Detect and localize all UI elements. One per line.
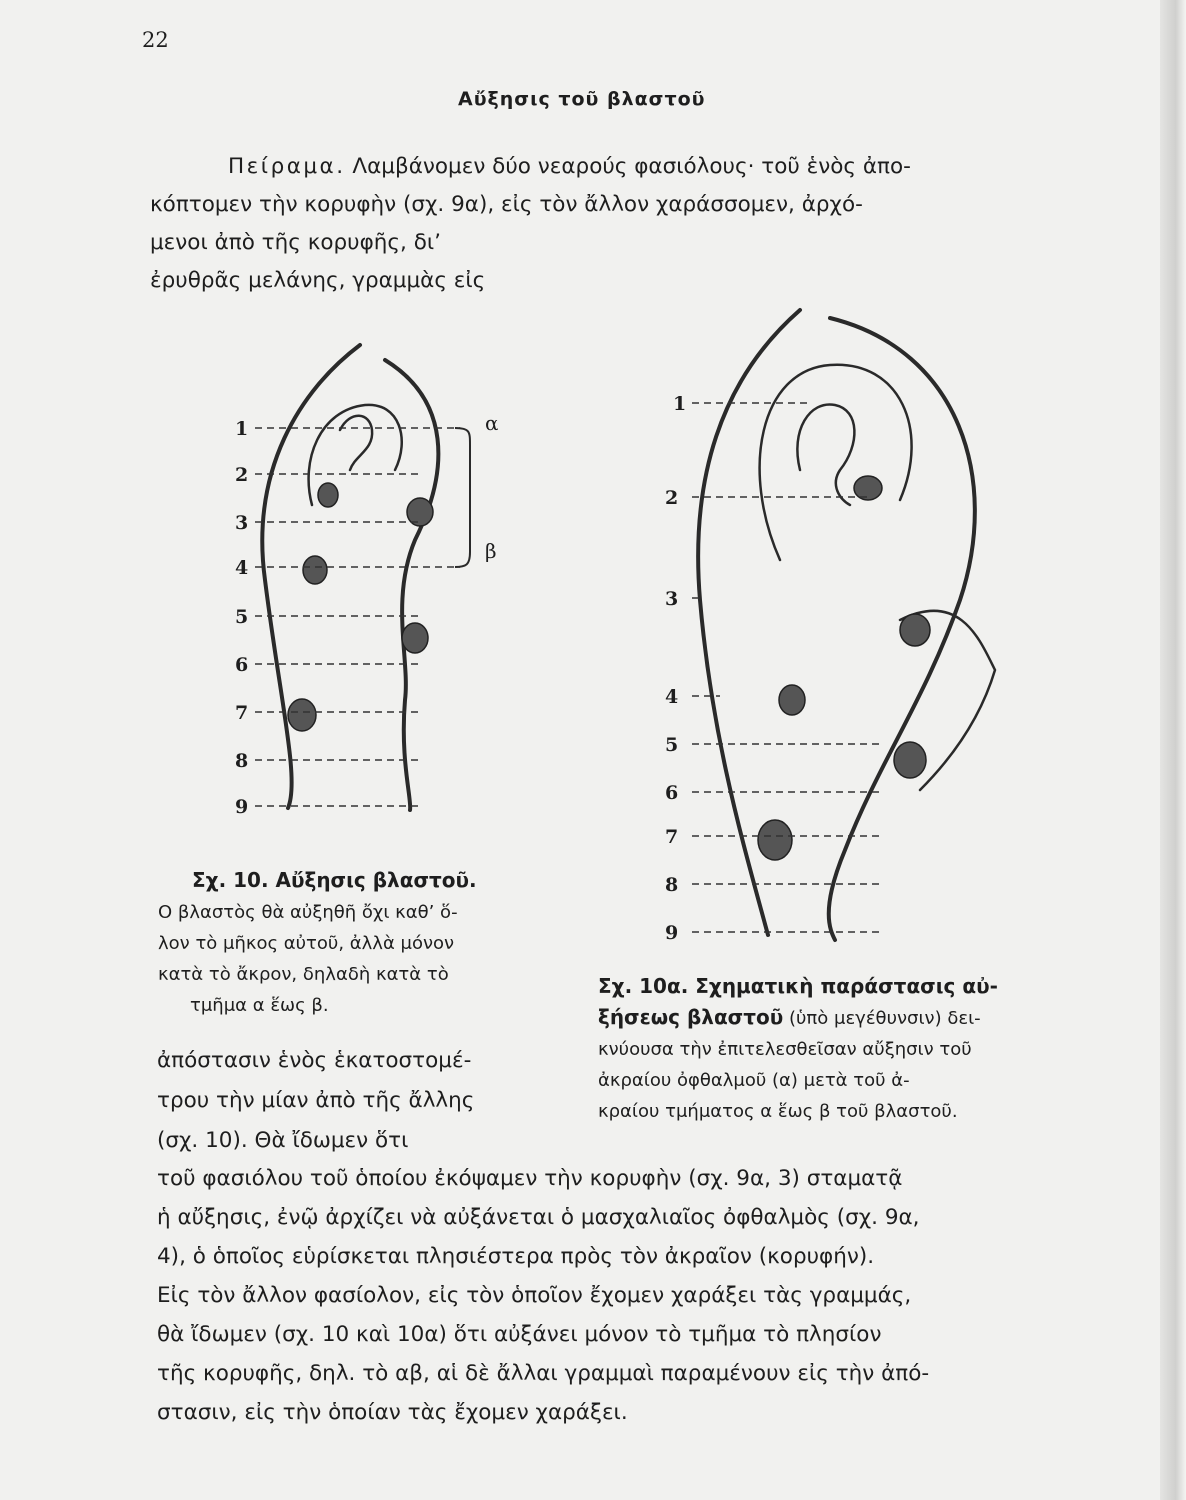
left-column-line-1: ἀπόστασιν ἑνὸς ἑκατοστομέ- [157, 1048, 472, 1073]
fig10-label-2: 2 [235, 464, 249, 486]
fig10a-apex-curl [797, 404, 854, 505]
fig10a-label-3: 3 [665, 588, 679, 610]
paragraph-line-1: τοῦ φασιόλου τοῦ ὁποίου ἐκόψαμεν τὴν κορυφὴν (σχ. 9α, 3) σταματᾷ [157, 1166, 903, 1191]
fig10-bud-3 [303, 556, 327, 584]
fig10-label-1: 1 [235, 418, 249, 440]
intro-line-4: ἐρυθρᾶς μελάνης, γραμμὰς εἰς [150, 268, 486, 293]
fig10-label-7: 7 [235, 702, 249, 724]
intro-line-3: μενοι ἀπὸ τῆς κορυφῆς, δι’ [150, 230, 441, 255]
figure10a-caption-line-5: κραίου τμήματος α ἕως β τοῦ βλαστοῦ. [598, 1101, 958, 1122]
fig10-apex-curl [340, 416, 372, 470]
figure10a-caption-bold: ξήσεως βλαστοῦ [598, 1005, 784, 1029]
fig10-bracket-alpha: α [485, 411, 499, 435]
fig10a-label-1: 1 [673, 393, 687, 415]
intro-line-2: κόπτομεν τὴν κορυφὴν (σχ. 9α), εἰς τὸν ἄλλον χαράσσομεν, ἀρχό- [150, 192, 863, 217]
figure10a-caption-title: Σχ. 10α. Σχηματικὴ παράστασις αὐ- [598, 974, 998, 998]
fig10a-label-4: 4 [665, 686, 679, 708]
fig10-bracket [455, 428, 470, 567]
fig10-bud-1 [318, 483, 338, 507]
section-heading: Αὔξησις τοῦ βλαστοῦ [458, 88, 706, 110]
figure10a-caption-line-2 [598, 1003, 981, 1033]
figure10-caption-line-2: λον τὸ μῆκος αὐτοῦ, ἀλλὰ μόνον [158, 933, 455, 954]
paragraph-line-3: 4), ὁ ὁποῖος εὑρίσκεται πλησιέστερα πρὸς τὸν ἀκραῖον (κορυφήν). [157, 1244, 875, 1269]
fig10-label-9: 9 [235, 796, 249, 818]
fig10-label-4: 4 [235, 557, 249, 579]
figure-10-drawing [235, 345, 499, 818]
fig10a-label-7: 7 [665, 826, 679, 848]
fig10a-label-6: 6 [665, 782, 679, 804]
figure10-caption-title: Σχ. 10. Αὔξησις βλαστοῦ. [192, 868, 477, 892]
fig10a-label-2: 2 [665, 487, 679, 509]
figure10a-caption-line-3: κνύουσα τὴν ἐπιτελεσθεῖσαν αὔξησιν τοῦ [598, 1039, 972, 1060]
fig10-label-5: 5 [235, 606, 249, 628]
fig10a-bud-3 [779, 685, 805, 715]
fig10-label-3: 3 [235, 512, 249, 534]
paragraph-line-2: ἡ αὔξησις, ἐνῷ ἀρχίζει νὰ αὐξάνεται ὁ μασχαλιαῖος ὀφθαλμὸς (σχ. 9α, [157, 1205, 920, 1230]
figure10a-caption-rest: (ὑπὸ μεγέθυνσιν) δει- [783, 1008, 981, 1029]
fig10-bracket-beta: β [485, 539, 497, 563]
fig10-bud-5 [288, 699, 316, 731]
fig10-label-8: 8 [235, 750, 249, 772]
page-number: 22 [142, 28, 169, 52]
fig10a-label-9: 9 [665, 922, 679, 944]
figure10-caption-line-1: Ο βλαστὸς θὰ αὐξηθῆ ὄχι καθ’ ὅ- [158, 902, 458, 923]
fig10a-bud-2 [900, 614, 930, 646]
left-column-line-3: (σχ. 10). Θὰ ἴδωμεν ὅτι [157, 1128, 409, 1153]
figure10a-caption-line-4: ἀκραίου ὀφθαλμοῦ (α) μετὰ τοῦ ἀ- [598, 1070, 910, 1091]
left-column-line-2: τρου τὴν μίαν ἀπὸ τῆς ἄλλης [157, 1088, 475, 1113]
paragraph-line-6: τῆς κορυφῆς, δηλ. τὸ αβ, αἱ δὲ ἄλλαι γραμμαὶ παραμένουν εἰς τὴν ἀπό- [157, 1361, 930, 1386]
paragraph-line-4: Εἰς τὸν ἄλλον φασίολον, εἰς τὸν ὁποῖον ἔχομεν χαράξει τὰς γραμμάς, [157, 1283, 912, 1308]
fig10a-bud-5 [758, 820, 792, 860]
fig10-bud-2 [407, 498, 433, 526]
fig10a-label-5: 5 [665, 734, 679, 756]
figure-10a-drawing [665, 310, 995, 944]
paragraph-line-5: θὰ ἴδωμεν (σχ. 10 καὶ 10α) ὅτι αὐξάνει μόνον τὸ τμῆμα τὸ πλησίον [157, 1322, 882, 1347]
fig10a-bud-4 [894, 742, 926, 778]
figure10-caption-line-3: κατὰ τὸ ἄκρον, δηλαδὴ κατὰ τὸ [158, 964, 449, 985]
fig10a-bud-1 [854, 476, 882, 500]
figure10-caption-line-4: τμῆμα α ἕως β. [190, 995, 329, 1016]
fig10a-inner-leaf [760, 365, 912, 560]
intro-lead: Πείραμα. [228, 154, 346, 179]
intro-line-1-text: Λαμβάνομεν δύο νεαρούς φασιόλους· τοῦ ἑνὸς ἀπο- [345, 154, 911, 179]
fig10-bud-4 [402, 623, 428, 653]
fig10-label-6: 6 [235, 654, 249, 676]
fig10a-label-8: 8 [665, 874, 679, 896]
paragraph-line-7: στασιν, εἰς τὴν ὁποίαν τὰς ἔχομεν χαράξει. [157, 1400, 628, 1425]
